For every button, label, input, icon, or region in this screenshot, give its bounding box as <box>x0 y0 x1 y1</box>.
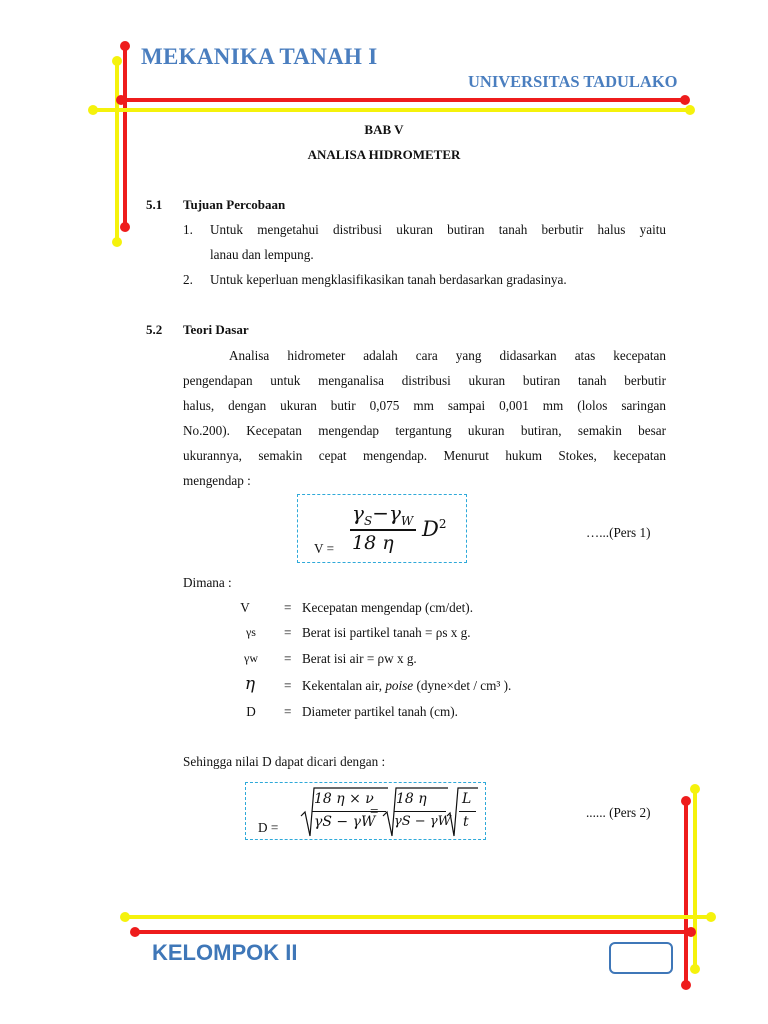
fraction-bar <box>394 811 446 812</box>
variable-symbol: γs <box>246 625 256 639</box>
diameter-formula-box <box>245 782 486 840</box>
variable-equals: = <box>284 678 292 693</box>
paragraph-line: Analisa hidrometer adalah cara yang didasarkan atas kecepatan <box>229 348 666 363</box>
list-item-text: Untuk keperluan mengklasifikasikan tanah berdasarkan gradasinya. <box>210 272 567 287</box>
list-item-number: 2. <box>183 272 193 287</box>
section-1-title: Tujuan Percobaan <box>183 197 286 212</box>
formula-1-reference: …...(Pers 1) <box>586 525 651 540</box>
variable-description: Kecepatan mengendap (cm/det). <box>302 600 473 615</box>
variable-description: Kekentalan air, poise (dyne×det / cm³ ). <box>302 678 512 693</box>
paragraph-line: mengendap : <box>183 473 251 488</box>
formula-1-denominator: 18 η <box>352 532 394 554</box>
course-title: MEKANIKA TANAH I <box>141 44 378 69</box>
variable-description: Diameter partikel tanah (cm). <box>302 704 458 719</box>
variable-equals: = <box>284 625 292 640</box>
formula-1-lhs: V = <box>314 541 335 556</box>
group-name: KELOMPOK II <box>152 940 298 965</box>
chapter-number: BAB V <box>364 122 404 137</box>
dimana-label: Dimana : <box>183 575 232 590</box>
page-number-box <box>609 942 673 974</box>
variable-symbol: D <box>246 704 256 719</box>
variable-description: Berat isi partikel tanah = ρs x g. <box>302 625 471 640</box>
paragraph-line: ukurannya, semakin cepat mengendap. Menurut hukum Stokes, kecepatan <box>183 448 666 463</box>
paragraph-line: halus, dengan ukuran butir 0,075 mm sampai 0,001 mm (lolos saringan <box>183 398 666 413</box>
formula-2-frac3-denominator: t <box>463 814 469 830</box>
formula-1-numerator: $\gamma_S-\gamma_W$ <box>352 501 414 528</box>
variable-equals: = <box>284 600 292 615</box>
section-2-number: 5.2 <box>146 322 163 337</box>
stokes-formula-box <box>297 494 467 563</box>
variable-equals: = <box>284 651 292 666</box>
section-1-number: 5.1 <box>146 197 163 212</box>
formula-2-frac3-numerator: L <box>462 791 472 807</box>
formula-2-reference: ...... (Pers 2) <box>586 805 651 820</box>
sehingga-text: Sehingga nilai D dapat dicari dengan : <box>183 754 386 769</box>
variable-symbol: V <box>240 600 250 615</box>
variable-symbol: η <box>244 674 256 694</box>
list-item-number: 1. <box>183 222 193 237</box>
formula-1-d-term: $D^2$ <box>422 517 447 541</box>
fraction-bar <box>459 811 476 812</box>
variable-equals: = <box>284 704 292 719</box>
paragraph-line: pengendapan untuk menganalisa distribusi ukuran butiran tanah berbutir <box>183 373 666 388</box>
formula-2-equals: = <box>370 804 379 820</box>
formula-2-frac1-denominator: γS − γW <box>314 814 376 830</box>
variable-description: Berat isi air = ρw x g. <box>302 651 417 666</box>
fraction-bar <box>350 529 416 531</box>
chapter-title: ANALISA HIDROMETER <box>307 147 461 162</box>
formula-2-lhs: D = <box>258 820 279 835</box>
list-item-text: Untuk mengetahui distribusi ukuran butiran tanah berbutir halus yaitu <box>210 222 666 237</box>
university-name: UNIVERSITAS TADULAKO <box>468 72 678 91</box>
formula-2-frac2-denominator: γS − γW <box>394 814 451 829</box>
formula-2-frac2-numerator: 18 η <box>396 791 427 807</box>
variable-symbol: γw <box>244 651 258 665</box>
paragraph-line: No.200). Kecepatan mengendap tergantung ukuran butiran, semakin besar <box>183 423 666 438</box>
list-item-text-continued: lanau dan lempung. <box>210 247 314 262</box>
section-2-title: Teori Dasar <box>183 322 249 337</box>
formula-2-frac1-numerator: 18 η × ν <box>314 791 374 807</box>
